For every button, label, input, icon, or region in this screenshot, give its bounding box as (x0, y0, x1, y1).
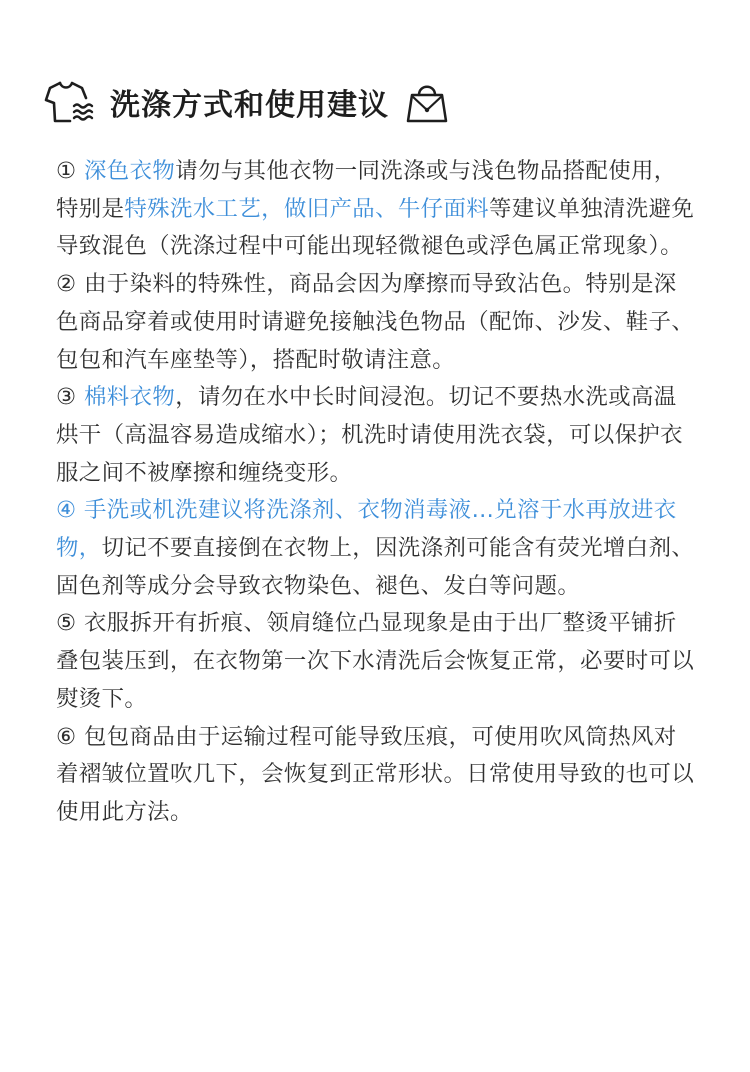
instruction-item-3 (56, 379, 698, 492)
instruction-list (56, 153, 698, 832)
item-number: ⑥ (56, 723, 77, 750)
body-text: ，请勿在水中长时间浸泡。切记不要热水洗或高温烘干（高温容易造成缩水）；机洗时请使用洗衣袋，可以保护衣服之间不被摩擦和缠绕变形。 (56, 384, 683, 486)
highlight-text: 特殊洗水工艺，做旧产品、牛仔面料 (124, 195, 490, 222)
handbag-icon (405, 79, 449, 125)
body-text: 请勿与其他衣物一同洗涤或与浅色物品搭配使用，特别是 (56, 158, 677, 222)
item-number: ② (56, 271, 77, 298)
body-text: 切记不要直接倒在衣物上，因洗涤剂可能含有荧光增白剂、固色剂等成分会导致衣物染色、褪色、发白等问题。 (56, 535, 695, 599)
body-text: 衣服拆开有折痕、领肩缝位凸显现象是由于出厂整烫平铺折叠包装压到，在衣物第一次下水清洗后会恢复正常，必要时可以熨烫下。 (56, 610, 695, 712)
instruction-item-2 (56, 266, 698, 379)
body-text: 由于染料的特殊性，商品会因为摩擦而导致沾色。特别是深色商品穿着或使用时请避免接触浅色物品（配饰、沙发、鞋子、包包和汽车座垫等），搭配时敬请注意。 (56, 271, 695, 373)
instruction-item-4 (56, 492, 698, 605)
tshirt-wash-icon (44, 79, 96, 125)
body-text: 包包商品由于运输过程可能导致压痕，可使用吹风筒热风对着褶皱位置吹几下，会恢复到正常形状。日常使用导致的也可以使用此方法。 (56, 723, 695, 825)
page-title: 洗涤方式和使用建议 (110, 88, 389, 123)
item-number: ③ (56, 384, 77, 411)
item-number: ① (56, 158, 77, 184)
section-header (44, 76, 449, 128)
item-number: ④ (56, 497, 77, 524)
highlight-text: 深色衣物 (84, 158, 176, 184)
item-number: ⑤ (56, 610, 77, 637)
highlight-text: 手洗或机洗建议将洗涤剂、衣物消毒液…兑溶于水再放进衣物， (56, 497, 677, 562)
highlight-text: 棉料衣物 (84, 384, 176, 411)
instruction-item-6 (56, 719, 698, 832)
body-text: 等建议单独清洗避免导致混色（洗涤过程中可能出现轻微褪色或浮色属正常现象）。 (56, 195, 695, 260)
instruction-item-1 (56, 153, 698, 266)
instruction-item-5 (56, 605, 698, 718)
